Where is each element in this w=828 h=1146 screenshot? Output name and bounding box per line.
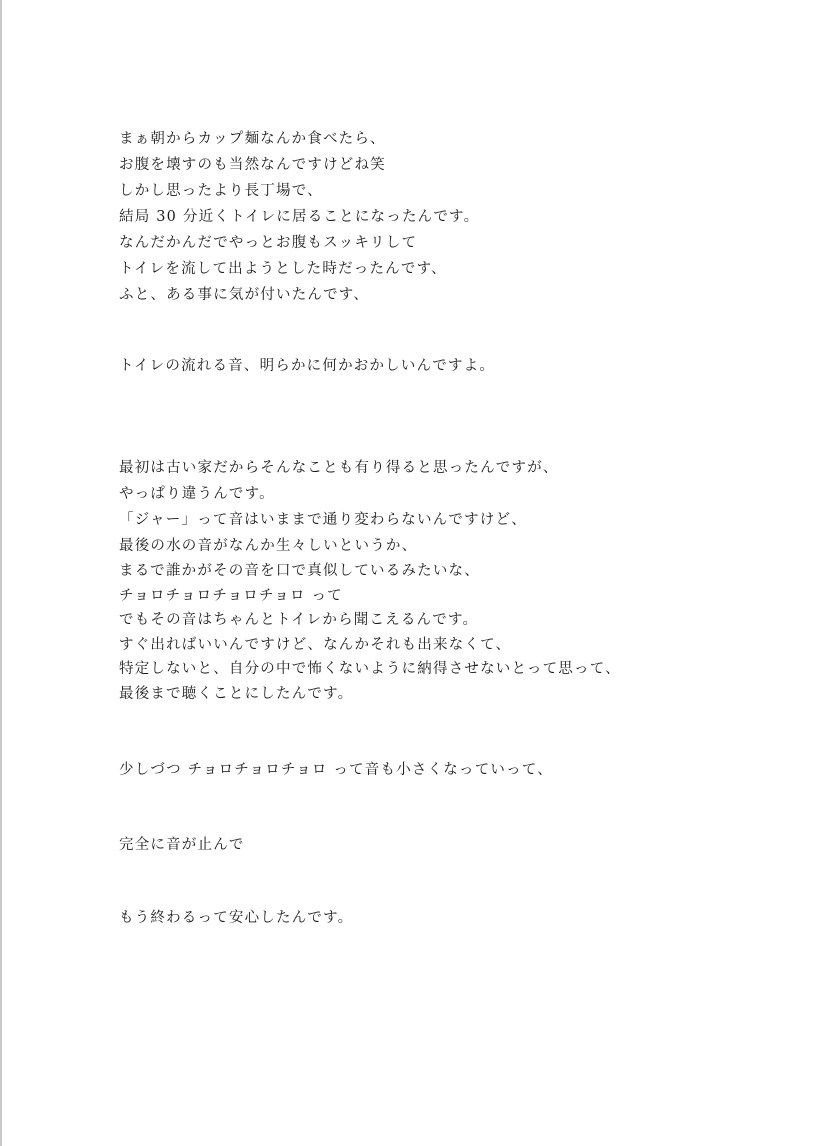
text-line: チョロチョロチョロチョロ って [119, 588, 343, 604]
text-line: 最後の水の音がなんか生々しいというか、 [119, 538, 418, 554]
text-line: 結局 30 分近くトイレに居ることになったんです。 [119, 209, 480, 225]
text-line: まるで誰かがその音を口で真似しているみたいな、 [119, 563, 480, 579]
page-edge [0, 0, 2, 1146]
text-line: まぁ朝からカップ麺なんか食べたら、 [119, 131, 386, 147]
text-line: トイレを流して出ようとした時だったんです、 [119, 261, 447, 277]
text-line: でもその音はちゃんとトイレから聞こえるんです。 [119, 612, 479, 628]
text-line: なんだかんだでやっとお腹もスッキリして [119, 235, 418, 251]
text-line: 最後まで聴くことにしたんです。 [119, 686, 354, 702]
text-line: やっぱり違うんです。 [119, 486, 275, 502]
text-line: ふと、ある事に気が付いたんです、 [119, 287, 370, 303]
text-line: すぐ出ればいいんですけど、なんかそれも出来なくて、 [119, 637, 512, 653]
text-line: 少しづつ チョロチョロチョロ って音も小さくなっていって、 [119, 762, 553, 778]
text-line: 完全に音が止んで [119, 837, 245, 853]
text-line: 「ジャー」って音はいままで通り変わらないんですけど、 [119, 512, 527, 528]
text-line: しかし思ったより長丁場で、 [119, 183, 323, 199]
text-line: トイレの流れる音、明らかに何かおかしいんですよ。 [119, 358, 496, 374]
text-line: もう終わるって安心したんです。 [119, 910, 354, 926]
text-line: お腹を壊すのも当然なんですけどね笑 [119, 157, 386, 173]
text-line: 最初は古い家だからそんなことも有り得ると思ったんですが、 [119, 460, 559, 476]
text-line: 特定しないと、自分の中で怖くないように納得させないとって思って、 [119, 661, 621, 677]
